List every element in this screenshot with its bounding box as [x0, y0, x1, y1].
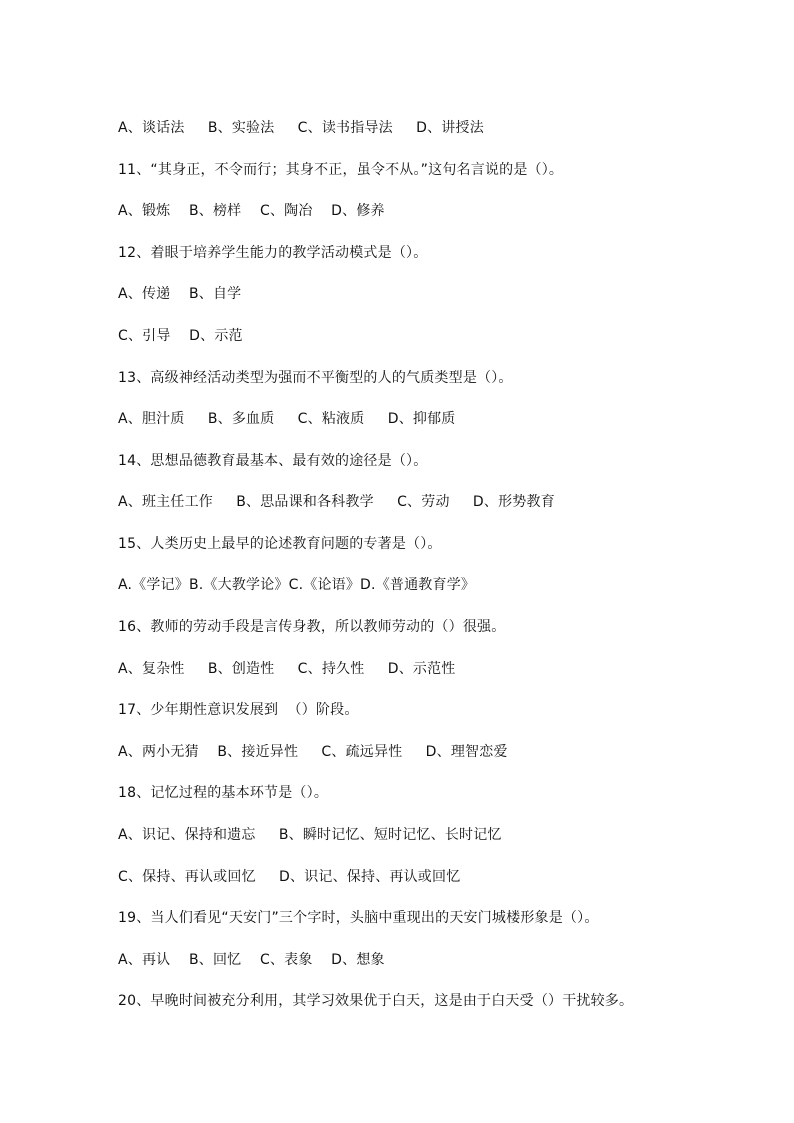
answer-options-q12-ab: A、传递 B、自学 [118, 286, 242, 302]
question-13: 13、高级神经活动类型为强而不平衡型的人的气质类型是（）。 [118, 370, 513, 386]
question-11: 11、“其身正，不令而行；其身不正，虽令不从。”这句名言说的是（）。 [118, 162, 564, 178]
answer-options-q11: A、锻炼 B、榜样 C、陶冶 D、修养 [118, 203, 385, 219]
question-20: 20、早晚时间被充分利用，其学习效果优于白天，这是由于白天受（）干扰较多。 [118, 993, 634, 1009]
answer-options-q13: A、胆汁质 B、多血质 C、粘液质 D、抑郁质 [118, 411, 456, 427]
question-17: 17、少年期性意识发展到 （）阶段。 [118, 702, 359, 718]
question-15: 15、人类历史上最早的论述教育问题的专著是（）。 [118, 536, 442, 552]
answer-options-q19: A、再认 B、回忆 C、表象 D、想象 [118, 952, 385, 968]
answer-options-q12-cd: C、引导 D、示范 [118, 328, 243, 344]
question-18: 18、记忆过程的基本环节是（）。 [118, 785, 329, 801]
answer-options-q18-ab: A、识记、保持和遗忘 B、瞬时记忆、短时记忆、长时记忆 [118, 827, 502, 843]
question-12: 12、着眼于培养学生能力的教学活动模式是（）。 [118, 245, 428, 261]
answer-options-q16: A、复杂性 B、创造性 C、持久性 D、示范性 [118, 661, 456, 677]
answer-options-q10: A、谈话法 B、实验法 C、读书指导法 D、讲授法 [118, 120, 484, 136]
question-14: 14、思想品德教育最基本、最有效的途径是（）。 [118, 453, 428, 469]
question-19: 19、当人们看见“天安门”三个字时，头脑中重现出的天安门城楼形象是（）。 [118, 910, 599, 926]
answer-options-q14: A、班主任工作 B、思品课和各科教学 C、劳动 D、形势教育 [118, 494, 555, 510]
answer-options-q15: A.《学记》B.《大教学论》C.《论语》D.《普通教育学》 [118, 577, 476, 593]
answer-options-q18-cd: C、保持、再认或回忆 D、识记、保持、再认或回忆 [118, 869, 461, 885]
question-16: 16、教师的劳动手段是言传身教，所以教师劳动的（）很强。 [118, 619, 506, 635]
answer-options-q17: A、两小无猜 B、接近异性 C、疏远异性 D、理智恋爱 [118, 744, 508, 760]
